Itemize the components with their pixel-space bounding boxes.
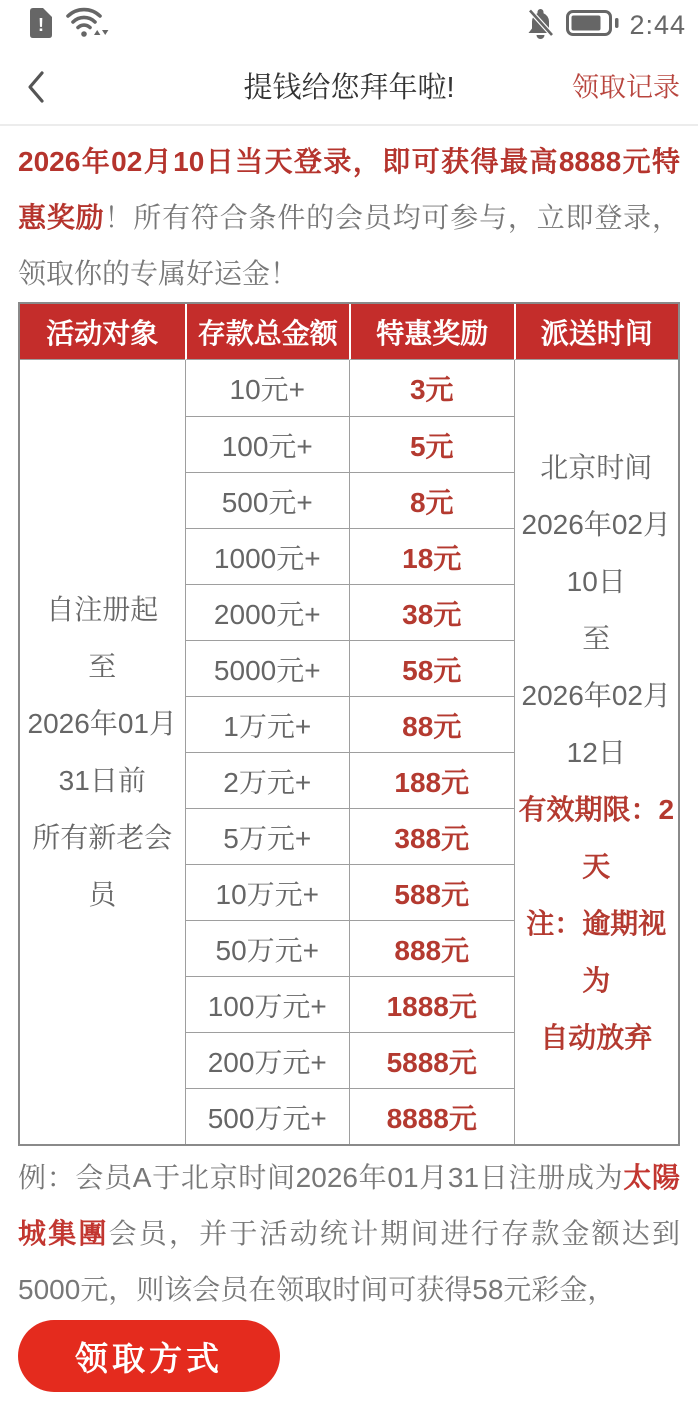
deposit-cell: 500万元+ xyxy=(185,1088,350,1144)
validity-note-line: 自动放弃 xyxy=(540,1021,653,1053)
reward-cell: 8888元 xyxy=(349,1088,514,1144)
activity-line: 2026年01月 xyxy=(27,708,177,739)
sim-alert-icon xyxy=(30,8,52,43)
header-special-reward: 特惠奖励 xyxy=(349,304,514,360)
reward-cell: 388元 xyxy=(349,808,514,864)
header-delivery-time: 派送时间 xyxy=(514,304,679,360)
claim-records-link[interactable]: 领取记录 xyxy=(572,72,680,103)
validity-note-line: 注：逾期视为 xyxy=(526,907,667,996)
delivery-line: 12日 xyxy=(566,736,626,768)
reward-cell: 38元 xyxy=(349,584,514,640)
example-suffix: 会员，并于活动统计期间进行存款金额达到5000元，则该会员在领取时间可获得58元彩金， xyxy=(18,1218,680,1305)
deposit-cell: 10万元+ xyxy=(185,864,350,920)
validity-note-line: 有效期限：2 xyxy=(518,793,675,825)
reward-cell: 58元 xyxy=(349,640,514,696)
reward-cell: 8元 xyxy=(349,472,514,528)
reward-cell: 5888元 xyxy=(349,1032,514,1088)
nav-bar xyxy=(0,46,698,126)
deposit-cell: 50万元+ xyxy=(185,920,350,976)
delivery-line: 2026年02月 xyxy=(521,508,671,540)
status-bar-right xyxy=(525,7,686,44)
header-activity-target: 活动对象 xyxy=(20,304,185,360)
battery-icon xyxy=(566,10,619,41)
deposit-cell: 10元+ xyxy=(185,360,350,416)
reward-cell: 888元 xyxy=(349,920,514,976)
reward-cell: 5元 xyxy=(349,416,514,472)
page-title: 提钱给您拜年啦! xyxy=(243,71,455,104)
deposit-cell: 100元+ xyxy=(185,416,350,472)
delivery-line: 北京时间 xyxy=(540,451,653,483)
validity-note-line: 天 xyxy=(582,850,611,882)
chevron-left-icon xyxy=(26,92,46,107)
deposit-cell: 100万元+ xyxy=(185,976,350,1032)
activity-line: 自注册起 xyxy=(46,594,159,625)
activity-line: 31日前 xyxy=(58,765,146,796)
delivery-line: 至 xyxy=(582,622,611,654)
table-row xyxy=(20,360,678,416)
notifications-off-icon xyxy=(525,7,556,44)
brand-name: 太陽城集團 xyxy=(18,1162,680,1249)
rewards-table xyxy=(18,302,680,1146)
delivery-time-cell xyxy=(514,360,679,1144)
deposit-cell: 1000元+ xyxy=(185,528,350,584)
reward-cell: 3元 xyxy=(349,360,514,416)
promo-rest: ！所有符合条件的会员均可参与，立即登录，领取你的专属好运金！ xyxy=(18,202,680,289)
activity-line: 至 xyxy=(88,651,117,682)
reward-cell: 1888元 xyxy=(349,976,514,1032)
reward-cell: 188元 xyxy=(349,752,514,808)
status-time: 2:44 xyxy=(629,9,686,40)
delivery-line: 10日 xyxy=(566,565,626,597)
activity-target-cell xyxy=(20,360,185,1144)
content xyxy=(0,134,698,1392)
table-header-row xyxy=(20,304,678,360)
delivery-line: 2026年02月 xyxy=(521,679,671,711)
promo-highlight: 2026年02月10日当天登录，即可获得最高8888元特惠奖励 xyxy=(18,146,680,233)
claim-method-button[interactable]: 领取方式 xyxy=(18,1320,280,1392)
promo-text xyxy=(18,134,680,302)
example-text xyxy=(18,1150,680,1318)
header-deposit-total: 存款总金额 xyxy=(185,304,350,360)
status-bar-left xyxy=(30,6,110,44)
svg-text:!: ! xyxy=(38,14,44,35)
back-button[interactable] xyxy=(26,70,46,107)
deposit-cell: 2万元+ xyxy=(185,752,350,808)
deposit-cell: 1万元+ xyxy=(185,696,350,752)
deposit-cell: 500元+ xyxy=(185,472,350,528)
deposit-cell: 5万元+ xyxy=(185,808,350,864)
deposit-cell: 5000元+ xyxy=(185,640,350,696)
reward-cell: 88元 xyxy=(349,696,514,752)
activity-line: 所有新老会员 xyxy=(32,822,173,910)
wifi-icon xyxy=(66,6,110,44)
reward-cell: 588元 xyxy=(349,864,514,920)
deposit-cell: 200万元+ xyxy=(185,1032,350,1088)
deposit-cell: 2000元+ xyxy=(185,584,350,640)
example-prefix: 例：会员A于北京时间2026年01月31日注册成为 xyxy=(18,1162,624,1193)
reward-cell: 18元 xyxy=(349,528,514,584)
status-bar xyxy=(0,0,698,46)
